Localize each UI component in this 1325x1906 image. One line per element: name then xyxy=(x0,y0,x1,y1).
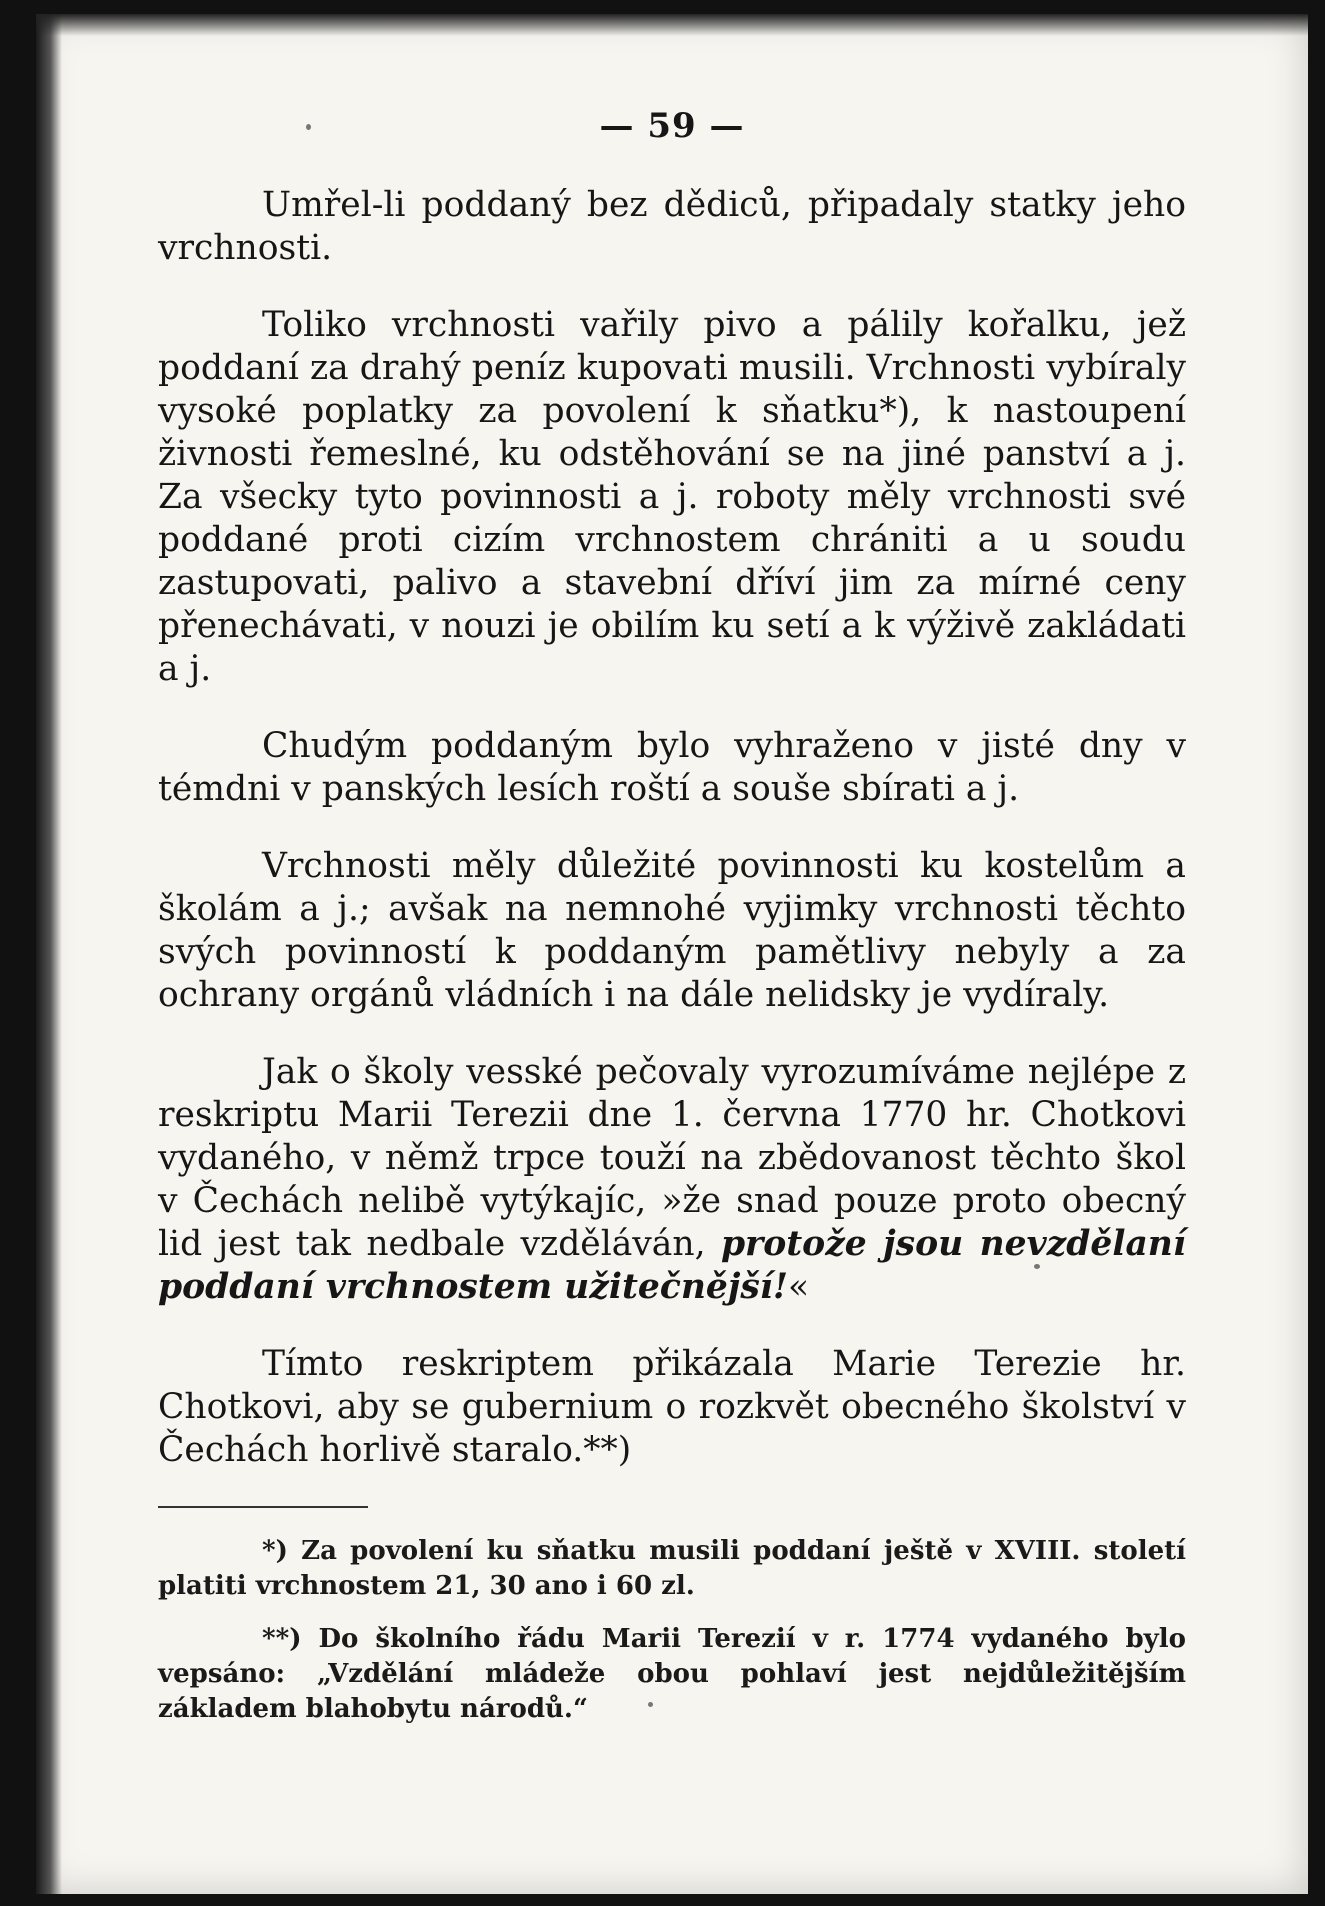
paragraph-4: Vrchnosti měly důležité povinnosti ku kostelům a školám a j.; avšak na nemnohé vyjimky vrchnosti těchto svých povinností k poddaným pamětlivy nebyly a za ochrany orgánů vládních i na dále nelidsky je vydíraly. xyxy=(158,846,1186,1015)
footnote-1: *) Za povolení ku sňatku musili poddaní ještě v XVIII. století platiti vrchnostem 21, 30 ano i 60 zl. xyxy=(158,1536,1186,1601)
footnote-2: **) Do školního řádu Marii Terezií v r. 1774 vydaného bylo vepsáno: „Vzdělání mládeže obou pohlaví jest nejdůležitějším základem blahobytu národů.“ xyxy=(158,1624,1186,1724)
paragraph-5-emphasis: protože jsou nevzdělaní poddaní vrchnostem užitečnější! xyxy=(158,1224,1186,1307)
page-content xyxy=(158,106,1186,1745)
paragraph-5 xyxy=(158,1051,1186,1309)
binding-shadow xyxy=(36,14,62,1894)
footnote-separator xyxy=(158,1506,368,1508)
paragraph-2: Toliko vrchnosti vařily pivo a pálily kořalku, jež poddaní za drahý peníz kupovati musili. Vrchnosti vybíraly vysoké poplatky za povolení k sňatku*), k nastoupení živnosti řemeslné, ku odstěhování se na jiné panství a j. Za všecky tyto povinnosti a j. roboty měly vrchnosti své poddané proti cizím vrchnostem chrániti a u soudu zastupovati, palivo a stavební dříví jim za mírné ceny přenechávati, v nouzi je obilím ku setí a k výživě zakládati a j. xyxy=(158,305,1186,689)
paragraph-5-closing-quote: « xyxy=(788,1267,810,1307)
paragraph-6: Tímto reskriptem přikázala Marie Terezie hr. Chotkovi, aby se gubernium o rozkvět obecného školství v Čechách horlivě staralo.**) xyxy=(158,1344,1186,1470)
page-number: — 59 — xyxy=(599,106,745,146)
book-page xyxy=(36,14,1308,1894)
paragraph-1: Umřel-li poddaný bez dědiců, připadaly statky jeho vrchnosti. xyxy=(158,185,1186,268)
paragraph-3: Chudým poddaným bylo vyhraženo v jisté dny v témdni v panských lesích roští a souše sbírati a j. xyxy=(158,726,1186,809)
paragraph-5-text: Jak o školy vesské pečovaly vyrozumíváme nejlépe z reskriptu Marii Terezii dne 1. června 1770 hr. Chotkovi vydaného, v němž trpce touží na zbědovanost těchto škol v Čechách nelibě vytýkajíc, »že snad pouze proto obecný lid jest tak nedbale vzděláván, xyxy=(158,1052,1186,1264)
top-edge-shadow xyxy=(36,14,1308,36)
